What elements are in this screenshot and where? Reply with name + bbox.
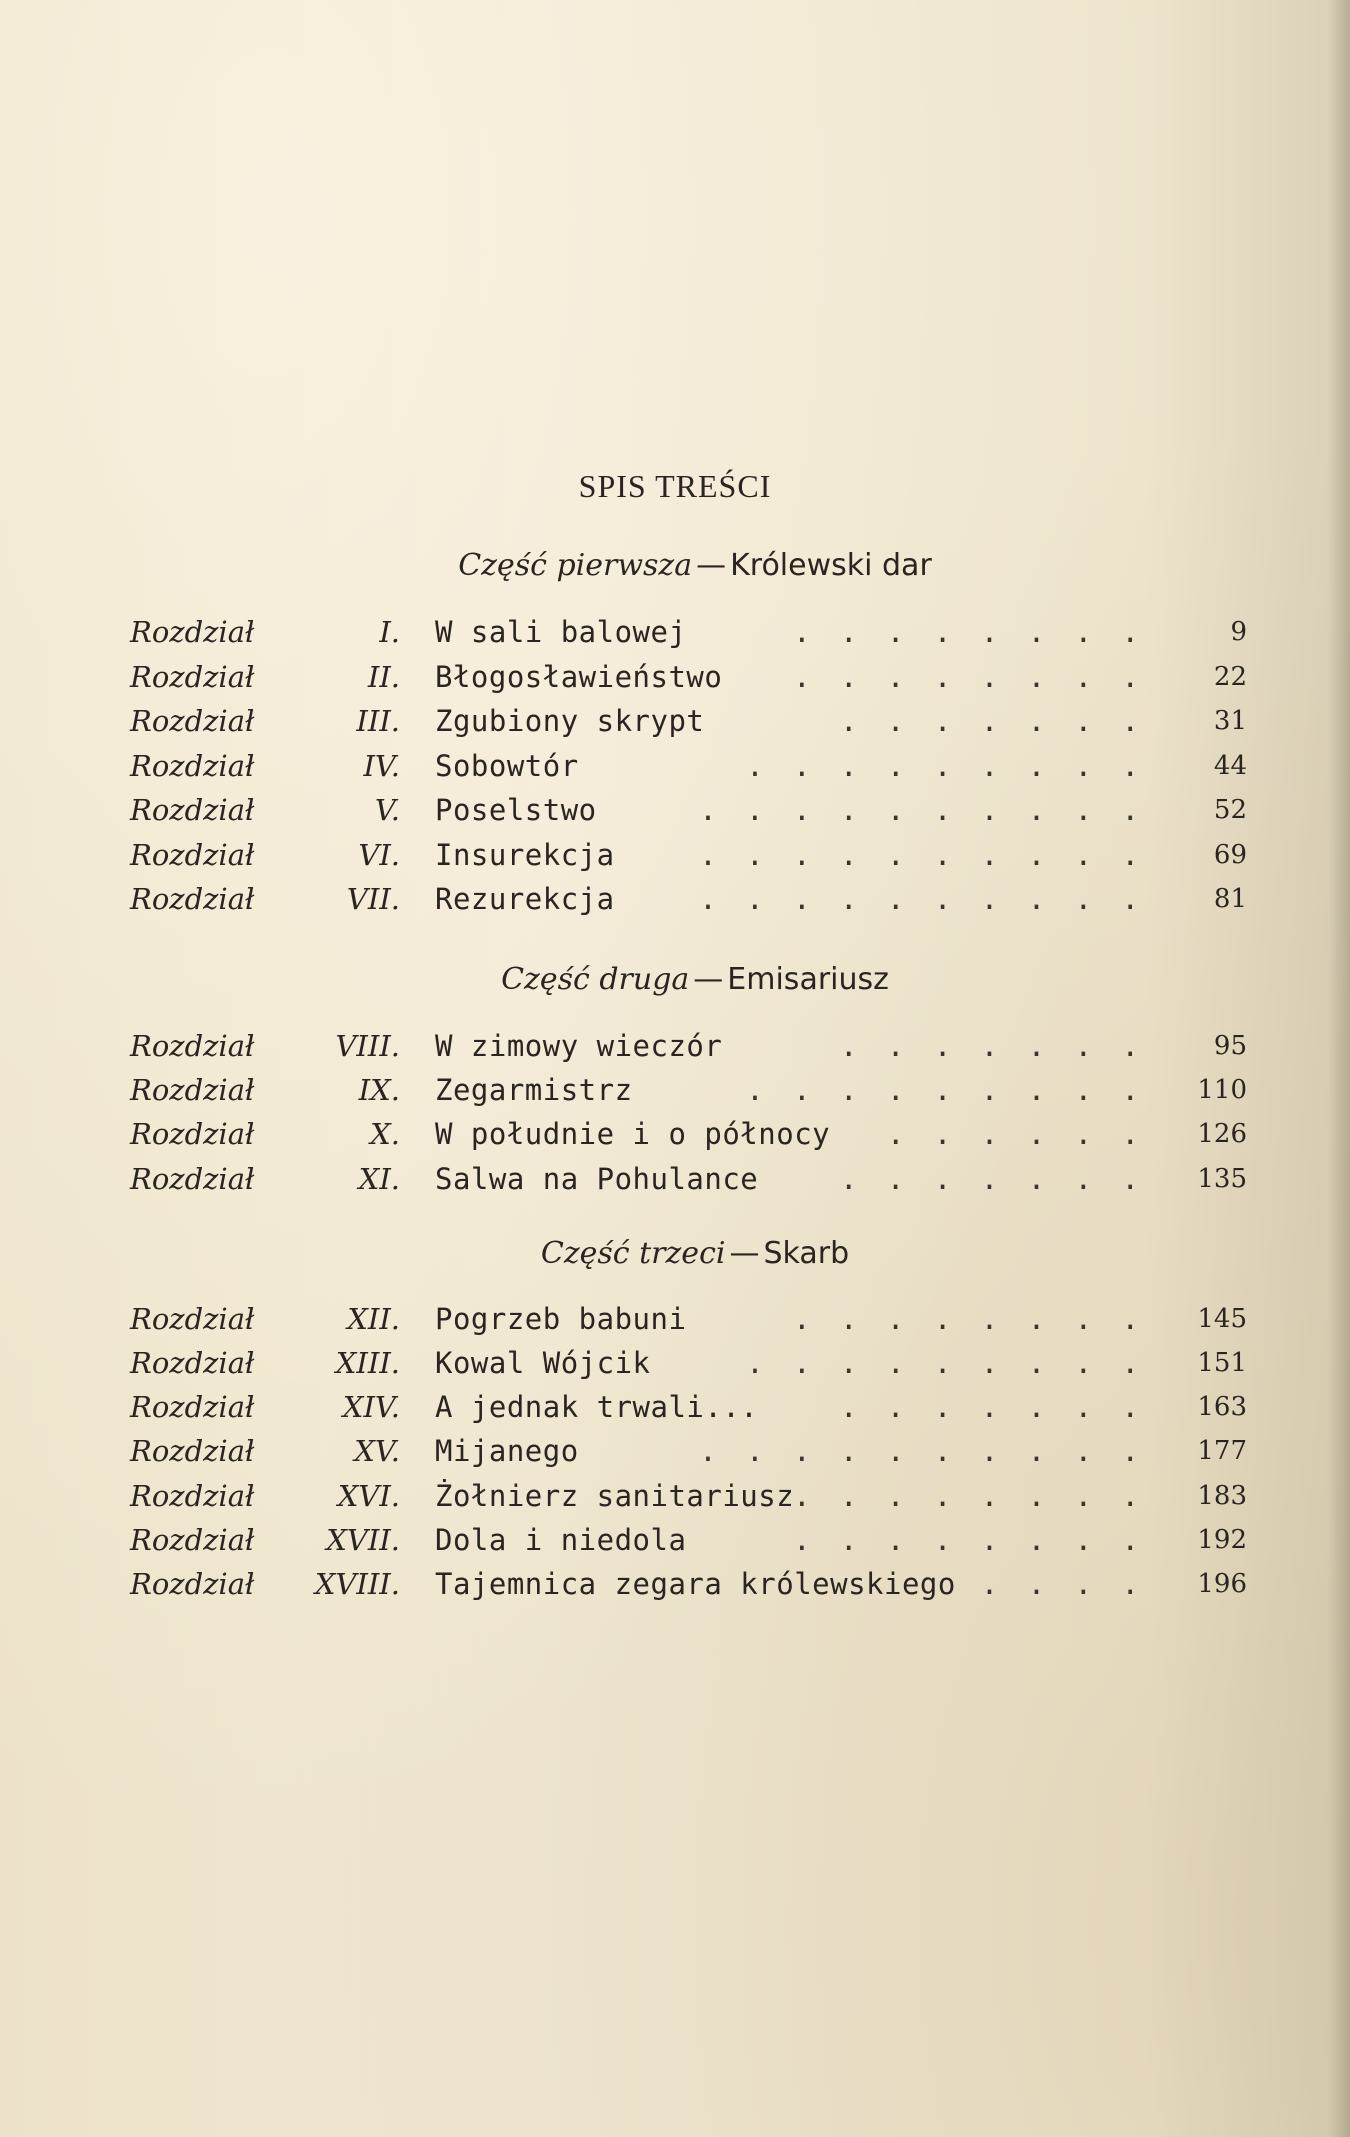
toc-entry bbox=[0, 838, 1350, 880]
chapter-number: VII. bbox=[346, 882, 400, 916]
page-number: 110 bbox=[1197, 1075, 1247, 1105]
toc-entry bbox=[0, 1567, 1350, 1609]
chapter-number: IX. bbox=[358, 1073, 400, 1107]
page-number: 31 bbox=[1213, 706, 1247, 736]
chapter-word: Rozdział bbox=[130, 1390, 255, 1424]
toc-entry bbox=[0, 793, 1350, 835]
chapter-title: Insurekcja bbox=[435, 838, 615, 872]
chapter-number: VIII. bbox=[335, 1029, 400, 1063]
dot-leader: . . . . . . . . . . bbox=[699, 1434, 1145, 1468]
dot-leader: . . . . . . . . . . bbox=[699, 838, 1145, 872]
page-number: 81 bbox=[1213, 884, 1247, 914]
chapter-number: XI. bbox=[358, 1162, 400, 1196]
chapter-word: Rozdział bbox=[130, 704, 255, 738]
chapter-word: Rozdział bbox=[130, 1434, 255, 1468]
chapter-title: W południe i o północy bbox=[435, 1117, 831, 1151]
page-number: 151 bbox=[1197, 1348, 1247, 1378]
dot-leader: . . . . . . . bbox=[840, 1029, 1145, 1063]
dot-leader: . . . . . . . . . bbox=[746, 749, 1145, 783]
part-heading bbox=[0, 1236, 1350, 1271]
chapter-number: V. bbox=[374, 793, 400, 827]
chapter-title: Rezurekcja bbox=[435, 882, 615, 916]
page-number: 183 bbox=[1197, 1481, 1247, 1511]
dot-leader: . . . . . . . . bbox=[793, 660, 1145, 694]
chapter-title: W zimowy wieczór bbox=[435, 1029, 723, 1063]
chapter-title: W sali balowej bbox=[435, 615, 687, 649]
dot-leader: . . . . bbox=[980, 1567, 1145, 1601]
page-number: 52 bbox=[1213, 795, 1247, 825]
page-number: 69 bbox=[1213, 840, 1247, 870]
page-number: 196 bbox=[1197, 1569, 1247, 1599]
dot-leader: . . . . . . . . . bbox=[746, 1073, 1145, 1107]
chapter-number: X. bbox=[370, 1117, 400, 1151]
chapter-title: Sobowtór bbox=[435, 749, 579, 783]
chapter-title: Mijanego bbox=[435, 1434, 579, 1468]
chapter-word: Rozdział bbox=[130, 1117, 255, 1151]
toc-entry bbox=[0, 1479, 1350, 1521]
part-heading bbox=[0, 962, 1350, 997]
part-title: Skarb bbox=[763, 1236, 850, 1271]
chapter-word: Rozdział bbox=[130, 1029, 255, 1063]
part-dash: — bbox=[729, 1236, 760, 1271]
dot-leader: . . . . . . . . bbox=[793, 1302, 1145, 1336]
chapter-number: I. bbox=[379, 615, 400, 649]
chapter-title: Zgubiony skrypt bbox=[435, 704, 705, 738]
chapter-word: Rozdział bbox=[130, 1567, 255, 1601]
chapter-title: Błogosławieństwo bbox=[435, 660, 723, 694]
chapter-word: Rozdział bbox=[130, 615, 255, 649]
part-label: Część druga bbox=[501, 962, 690, 997]
page-number: 22 bbox=[1213, 662, 1247, 692]
toc-entry bbox=[0, 704, 1350, 746]
chapter-number: XIV. bbox=[342, 1390, 400, 1424]
chapter-title: Tajemnica zegara królewskiego bbox=[435, 1567, 956, 1601]
dot-leader: . . . . . . . . . . bbox=[699, 882, 1145, 916]
dot-leader: . . . . . . . . . bbox=[746, 1346, 1145, 1380]
chapter-number: II. bbox=[367, 660, 400, 694]
chapter-number: III. bbox=[356, 704, 400, 738]
chapter-title: A jednak trwali... bbox=[435, 1390, 759, 1424]
chapter-word: Rozdział bbox=[130, 1162, 255, 1196]
toc-entry bbox=[0, 1029, 1350, 1071]
chapter-word: Rozdział bbox=[130, 1523, 255, 1557]
page-number: 126 bbox=[1197, 1119, 1247, 1149]
toc-entry bbox=[0, 1302, 1350, 1344]
toc-entry bbox=[0, 1434, 1350, 1476]
chapter-number: XV. bbox=[354, 1434, 400, 1468]
toc-entry bbox=[0, 1390, 1350, 1432]
toc-heading: SPIS TREŚCI bbox=[578, 468, 772, 504]
page-number: 9 bbox=[1230, 617, 1247, 647]
page-number: 135 bbox=[1197, 1164, 1247, 1194]
chapter-title: Zegarmistrz bbox=[435, 1073, 633, 1107]
chapter-title: Salwa na Pohulance bbox=[435, 1162, 759, 1196]
chapter-number: XVI. bbox=[337, 1479, 400, 1513]
page-number: 145 bbox=[1197, 1304, 1247, 1334]
chapter-number: XII. bbox=[347, 1302, 400, 1336]
chapter-word: Rozdział bbox=[130, 1073, 255, 1107]
chapter-word: Rozdział bbox=[130, 1346, 255, 1380]
page-number: 177 bbox=[1197, 1436, 1247, 1466]
toc-entry bbox=[0, 882, 1350, 924]
toc-entry bbox=[0, 1117, 1350, 1159]
page-number: 95 bbox=[1213, 1031, 1247, 1061]
page-number: 192 bbox=[1197, 1525, 1247, 1555]
chapter-number: XVII. bbox=[326, 1523, 400, 1557]
chapter-title: Poselstwo bbox=[435, 793, 597, 827]
dot-leader: . . . . . . . . bbox=[793, 1479, 1145, 1513]
chapter-title: Kowal Wójcik bbox=[435, 1346, 651, 1380]
chapter-word: Rozdział bbox=[130, 882, 255, 916]
toc-entry bbox=[0, 1346, 1350, 1388]
toc-entry bbox=[0, 1073, 1350, 1115]
part-dash: — bbox=[693, 962, 724, 997]
chapter-number: XIII. bbox=[335, 1346, 400, 1380]
chapter-title: Dola i niedola bbox=[435, 1523, 687, 1557]
chapter-word: Rozdział bbox=[130, 1302, 255, 1336]
dot-leader: . . . . . . . bbox=[840, 704, 1145, 738]
dot-leader: . . . . . . . . bbox=[793, 1523, 1145, 1557]
part-dash: — bbox=[696, 548, 727, 583]
toc-entry bbox=[0, 1523, 1350, 1565]
chapter-title: Żołnierz sanitariusz bbox=[435, 1479, 795, 1513]
dot-leader: . . . . . . . . . . bbox=[699, 793, 1145, 827]
part-label: Część pierwsza bbox=[458, 548, 693, 583]
part-title: Królewski dar bbox=[730, 548, 932, 583]
page-number: 44 bbox=[1213, 751, 1247, 781]
toc-entry bbox=[0, 1162, 1350, 1204]
chapter-word: Rozdział bbox=[130, 838, 255, 872]
dot-leader: . . . . . . . bbox=[840, 1390, 1145, 1424]
toc-entry bbox=[0, 749, 1350, 791]
dot-leader: . . . . . . . . bbox=[793, 615, 1145, 649]
chapter-word: Rozdział bbox=[130, 793, 255, 827]
chapter-word: Rozdział bbox=[130, 749, 255, 783]
chapter-word: Rozdział bbox=[130, 660, 255, 694]
toc-entry bbox=[0, 660, 1350, 702]
dot-leader: . . . . . . . bbox=[840, 1162, 1145, 1196]
page-number: 163 bbox=[1197, 1392, 1247, 1422]
chapter-number: IV. bbox=[363, 749, 400, 783]
part-heading bbox=[0, 548, 1350, 583]
toc-entry bbox=[0, 615, 1350, 657]
part-title: Emisariusz bbox=[727, 962, 889, 997]
chapter-number: XVIII. bbox=[314, 1567, 400, 1601]
dot-leader: . . . . . . bbox=[886, 1117, 1145, 1151]
part-label: Część trzeci bbox=[540, 1236, 726, 1271]
chapter-number: VI. bbox=[358, 838, 400, 872]
chapter-title: Pogrzeb babuni bbox=[435, 1302, 687, 1336]
chapter-word: Rozdział bbox=[130, 1479, 255, 1513]
